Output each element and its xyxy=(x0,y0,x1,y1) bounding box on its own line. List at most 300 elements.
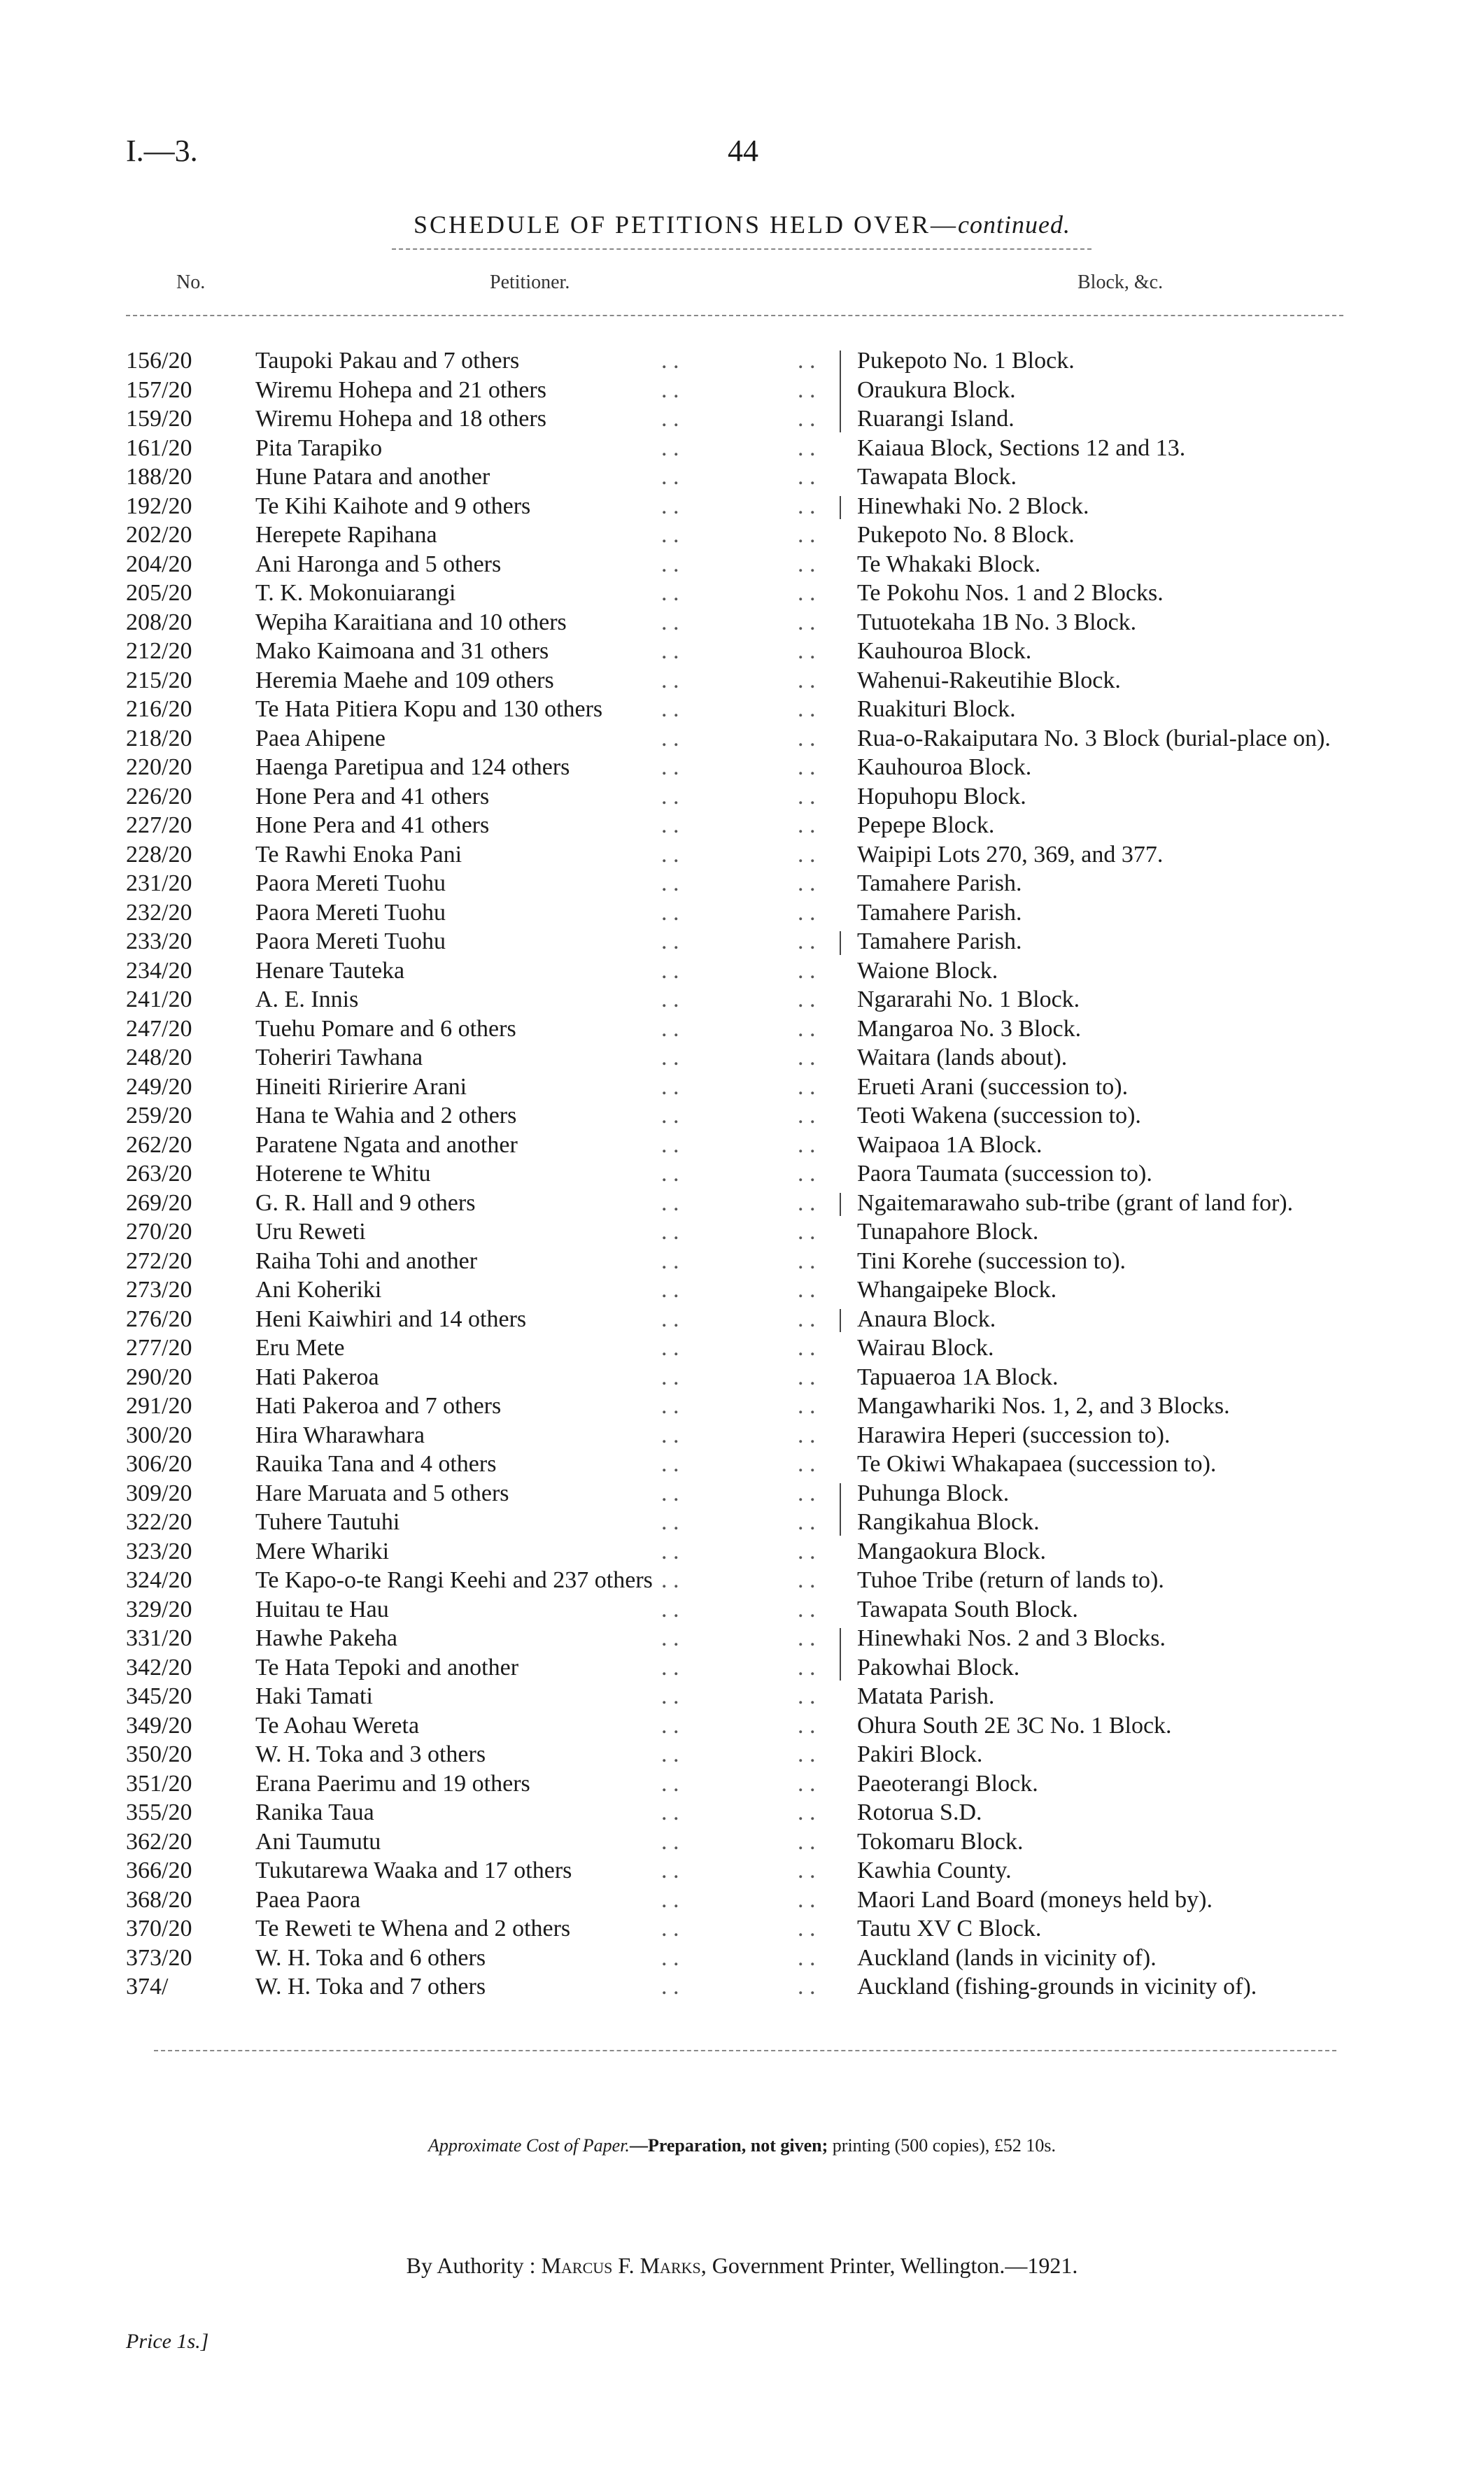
schedule-title-main: SCHEDULE OF PETITIONS HELD OVER— xyxy=(414,211,958,239)
leader-dots: . . xyxy=(798,1625,816,1651)
leader-dots: . . xyxy=(661,1393,679,1419)
petitioner-name: Hira Wharawhara xyxy=(255,1422,425,1448)
leader-dots: . . xyxy=(661,870,679,896)
block-description: Teoti Wakena (succession to). xyxy=(857,1103,1141,1129)
leader-dots: . . xyxy=(798,1073,816,1100)
leader-dots: . . xyxy=(661,667,679,693)
petitioner-name: Te Hata Tepoki and another xyxy=(255,1654,519,1681)
petition-number: 309/20 xyxy=(126,1480,192,1506)
leader-dots: . . xyxy=(661,464,679,490)
table-row xyxy=(0,1624,1484,1653)
petitioner-name: Hawhe Pakeha xyxy=(255,1625,397,1651)
petitions-table xyxy=(0,346,1484,2002)
petition-number: 157/20 xyxy=(126,376,192,403)
table-row xyxy=(0,1014,1484,1044)
petitioner-name: Haenga Paretipua and 124 others xyxy=(255,754,570,780)
leader-dots: . . xyxy=(661,1015,679,1042)
leader-dots: . . xyxy=(798,1916,816,1941)
table-row xyxy=(0,404,1484,434)
leader-dots: . . xyxy=(798,812,816,838)
leader-dots: . . xyxy=(661,1161,679,1187)
petition-number: 350/20 xyxy=(126,1741,192,1767)
block-description: Ngaitemarawaho sub-tribe (grant of land for). xyxy=(857,1189,1294,1216)
leader-dots: . . xyxy=(798,696,816,722)
leader-dots: . . xyxy=(798,870,816,896)
petitioner-name: Te Kapo-o-te Rangi Keehi and 237 others xyxy=(255,1567,653,1593)
petition-number: 156/20 xyxy=(126,348,192,374)
petition-number: 231/20 xyxy=(126,870,192,896)
petitioner-name: Te Aohau Wereta xyxy=(255,1712,420,1739)
block-description: Erueti Arani (succession to). xyxy=(857,1073,1129,1100)
leader-dots: . . xyxy=(661,609,679,635)
petitioner-name: Mere Whariki xyxy=(255,1538,390,1564)
schedule-title-continued: continued. xyxy=(958,211,1070,239)
petitioner-name: Paratene Ngata and another xyxy=(255,1131,518,1158)
title-rule xyxy=(392,248,1091,250)
table-row xyxy=(0,1247,1484,1276)
leader-dots: . . xyxy=(798,1451,816,1477)
authority-suffix: , Government Printer, Wellington.—1921. xyxy=(700,2253,1078,2278)
block-description: Matata Parish. xyxy=(857,1683,995,1709)
petition-number: 241/20 xyxy=(126,986,192,1012)
table-row xyxy=(0,782,1484,812)
petitioner-name: Tuehu Pomare and 6 others xyxy=(255,1015,516,1042)
leader-dots: . . xyxy=(661,1944,679,1971)
leader-dots: . . xyxy=(661,1567,679,1593)
leader-dots: . . xyxy=(661,1364,679,1390)
authority-prefix: By Authority : xyxy=(406,2253,542,2278)
petitioner-name: A. E. Innis xyxy=(255,986,359,1012)
petition-number: 232/20 xyxy=(126,899,192,926)
table-row xyxy=(0,1914,1484,1944)
column-rule xyxy=(840,931,841,955)
table-row xyxy=(0,666,1484,695)
block-description: Waione Block. xyxy=(857,957,998,984)
petition-number: 342/20 xyxy=(126,1654,192,1681)
leader-dots: . . xyxy=(661,1596,679,1622)
cost-detail: —Preparation, not given; xyxy=(629,2135,828,2156)
petitioner-name: Erana Paerimu and 19 others xyxy=(255,1770,530,1797)
block-description: Maori Land Board (moneys held by). xyxy=(857,1886,1213,1913)
petitioner-name: Ani Haronga and 5 others xyxy=(255,551,502,577)
table-row xyxy=(0,1101,1484,1131)
block-description: Oraukura Block. xyxy=(857,376,1016,403)
leader-dots: . . xyxy=(661,928,679,954)
table-row xyxy=(0,695,1484,724)
leader-dots: . . xyxy=(798,1335,816,1361)
petition-number: 345/20 xyxy=(126,1683,192,1709)
petition-number: 192/20 xyxy=(126,493,192,519)
petition-number: 374/ xyxy=(126,1974,169,2000)
petitioner-name: Hone Pera and 41 others xyxy=(255,783,490,809)
cost-label: Approximate Cost of Paper. xyxy=(428,2135,630,2156)
column-rule xyxy=(840,1628,841,1681)
leader-dots: . . xyxy=(798,522,816,548)
leader-dots: . . xyxy=(798,1480,816,1506)
leader-dots: . . xyxy=(798,580,816,606)
table-row xyxy=(0,840,1484,870)
leader-dots: . . xyxy=(798,1770,816,1797)
table-row xyxy=(0,1886,1484,1915)
table-row xyxy=(0,1508,1484,1537)
petition-number: 220/20 xyxy=(126,754,192,780)
petitioner-name: Eru Mete xyxy=(255,1335,345,1361)
printer-name: Marcus F. Marks xyxy=(541,2253,701,2278)
leader-dots: . . xyxy=(661,1277,679,1303)
petition-number: 331/20 xyxy=(126,1625,192,1651)
block-description: Kauhouroa Block. xyxy=(857,754,1032,780)
table-row xyxy=(0,985,1484,1014)
table-row xyxy=(0,1450,1484,1479)
petition-number: 263/20 xyxy=(126,1161,192,1187)
leader-dots: . . xyxy=(661,783,679,809)
block-description: Whangaipeke Block. xyxy=(857,1277,1057,1303)
table-row xyxy=(0,1740,1484,1769)
petitioner-name: Wiremu Hohepa and 21 others xyxy=(255,376,546,403)
petition-number: 205/20 xyxy=(126,580,192,606)
block-description: Wairau Block. xyxy=(857,1335,994,1361)
table-row xyxy=(0,1189,1484,1218)
petitioner-name: Tukutarewa Waaka and 17 others xyxy=(255,1858,572,1883)
petition-number: 290/20 xyxy=(126,1364,192,1390)
block-description: Waitara (lands about). xyxy=(857,1045,1068,1070)
column-rule xyxy=(840,496,841,520)
petition-number: 322/20 xyxy=(126,1509,192,1535)
table-row xyxy=(0,1595,1484,1625)
block-description: Anaura Block. xyxy=(857,1306,996,1332)
leader-dots: . . xyxy=(661,841,679,868)
leader-dots: . . xyxy=(661,1770,679,1797)
petitioner-name: Heremia Maehe and 109 others xyxy=(255,667,554,693)
petition-number: 188/20 xyxy=(126,464,192,490)
petitioner-name: Wepiha Karaitiana and 10 others xyxy=(255,609,567,635)
leader-dots: . . xyxy=(661,1654,679,1681)
leader-dots: . . xyxy=(798,1683,816,1709)
leader-dots: . . xyxy=(798,638,816,664)
block-description: Ngararahi No. 1 Block. xyxy=(857,986,1080,1012)
table-row xyxy=(0,869,1484,898)
block-description: Tawapata Block. xyxy=(857,464,1017,490)
block-description: Te Okiwi Whakapaea (succession to). xyxy=(857,1451,1217,1477)
petition-number: 233/20 xyxy=(126,928,192,954)
leader-dots: . . xyxy=(661,696,679,722)
petition-number: 212/20 xyxy=(126,638,192,664)
leader-dots: . . xyxy=(661,1858,679,1883)
table-row xyxy=(0,1711,1484,1741)
leader-dots: . . xyxy=(798,464,816,490)
block-description: Pakowhai Block. xyxy=(857,1654,1020,1681)
petition-number: 208/20 xyxy=(126,609,192,635)
column-rule xyxy=(840,1483,841,1536)
block-description: Rua-o-Rakaiputara No. 3 Block (burial-place on). xyxy=(857,725,1331,751)
block-description: Waipipi Lots 270, 369, and 377. xyxy=(857,841,1164,868)
table-row xyxy=(0,1682,1484,1711)
leader-dots: . . xyxy=(798,986,816,1012)
table-row xyxy=(0,1566,1484,1595)
leader-dots: . . xyxy=(798,1509,816,1535)
leader-dots: . . xyxy=(661,1335,679,1361)
petition-number: 218/20 xyxy=(126,725,192,751)
table-row xyxy=(0,1856,1484,1886)
leader-dots: . . xyxy=(661,1799,679,1825)
authority-line xyxy=(0,2253,1484,2279)
table-row xyxy=(0,1392,1484,1421)
petitioner-name: Paea Paora xyxy=(255,1886,361,1913)
block-description: Hinewhaki No. 2 Block. xyxy=(857,493,1089,519)
schedule-title xyxy=(0,210,1484,239)
petitioner-name: Taupoki Pakau and 7 others xyxy=(255,348,520,374)
block-description: Tapuaeroa 1A Block. xyxy=(857,1364,1059,1390)
leader-dots: . . xyxy=(661,1189,679,1216)
block-description: Auckland (fishing-grounds in vicinity of). xyxy=(857,1974,1257,2000)
block-description: Pakiri Block. xyxy=(857,1741,983,1767)
block-description: Tamahere Parish. xyxy=(857,870,1022,896)
block-description: Ruarangi Island. xyxy=(857,406,1015,432)
leader-dots: . . xyxy=(798,406,816,432)
petitioner-name: Heni Kaiwhiri and 14 others xyxy=(255,1306,527,1332)
table-row xyxy=(0,811,1484,840)
leader-dots: . . xyxy=(798,1422,816,1448)
leader-dots: . . xyxy=(798,1247,816,1274)
table-row xyxy=(0,724,1484,754)
column-header-petitioner: Petitioner. xyxy=(490,271,570,293)
block-description: Tini Korehe (succession to). xyxy=(857,1247,1126,1274)
leader-dots: . . xyxy=(798,1045,816,1070)
petition-number: 269/20 xyxy=(126,1189,192,1216)
table-row xyxy=(0,1421,1484,1450)
leader-dots: . . xyxy=(661,754,679,780)
petition-number: 159/20 xyxy=(126,406,192,432)
petition-number: 226/20 xyxy=(126,783,192,809)
petitioner-name: Rauika Tana and 4 others xyxy=(255,1451,497,1477)
table-row xyxy=(0,608,1484,637)
leader-dots: . . xyxy=(798,1393,816,1419)
block-description: Kauhouroa Block. xyxy=(857,638,1032,664)
table-row xyxy=(0,1944,1484,1973)
block-description: Puhunga Block. xyxy=(857,1480,1010,1506)
table-row xyxy=(0,1827,1484,1857)
leader-dots: . . xyxy=(798,1189,816,1216)
table-row xyxy=(0,1363,1484,1392)
leader-dots: . . xyxy=(661,493,679,519)
petitioner-name: Tuhere Tautuhi xyxy=(255,1509,400,1535)
petition-number: 362/20 xyxy=(126,1828,192,1855)
petitioner-name: Hare Maruata and 5 others xyxy=(255,1480,509,1506)
petitioner-name: Wiremu Hohepa and 18 others xyxy=(255,406,546,432)
petition-number: 249/20 xyxy=(126,1073,192,1100)
block-description: Waipaoa 1A Block. xyxy=(857,1131,1043,1158)
block-description: Tamahere Parish. xyxy=(857,899,1022,926)
petition-number: 270/20 xyxy=(126,1219,192,1245)
petition-number: 370/20 xyxy=(126,1916,192,1941)
leader-dots: . . xyxy=(798,783,816,809)
petitioner-name: Hone Pera and 41 others xyxy=(255,812,490,838)
petition-number: 300/20 xyxy=(126,1422,192,1448)
petition-number: 277/20 xyxy=(126,1335,192,1361)
leader-dots: . . xyxy=(798,1306,816,1332)
petition-number: 349/20 xyxy=(126,1712,192,1739)
leader-dots: . . xyxy=(798,1219,816,1245)
block-description: Tawapata South Block. xyxy=(857,1596,1078,1622)
table-row xyxy=(0,376,1484,405)
column-header-no: No. xyxy=(176,271,206,293)
bottom-rule xyxy=(154,2050,1336,2051)
petitioner-name: W. H. Toka and 3 others xyxy=(255,1741,486,1767)
leader-dots: . . xyxy=(798,493,816,519)
petitioner-name: Huitau te Hau xyxy=(255,1596,389,1622)
leader-dots: . . xyxy=(661,725,679,751)
leader-dots: . . xyxy=(798,609,816,635)
leader-dots: . . xyxy=(798,667,816,693)
petitioner-name: Hati Pakeroa xyxy=(255,1364,379,1390)
column-rule xyxy=(840,1193,841,1217)
leader-dots: . . xyxy=(661,1509,679,1535)
leader-dots: . . xyxy=(798,1944,816,1971)
petitioner-name: Te Reweti te Whena and 2 others xyxy=(255,1916,571,1941)
leader-dots: . . xyxy=(798,725,816,751)
petitioner-name: Herepete Rapihana xyxy=(255,522,437,548)
table-row xyxy=(0,1217,1484,1247)
block-description: Wahenui-Rakeutihie Block. xyxy=(857,667,1121,693)
column-rule xyxy=(840,1309,841,1333)
leader-dots: . . xyxy=(798,928,816,954)
leader-dots: . . xyxy=(661,1045,679,1070)
table-row xyxy=(0,434,1484,463)
petition-number: 373/20 xyxy=(126,1944,192,1971)
block-description: Tuhoe Tribe (return of lands to). xyxy=(857,1567,1164,1593)
petitioner-name: Paora Mereti Tuohu xyxy=(255,870,446,896)
column-header-block: Block, &c. xyxy=(1077,271,1164,293)
price: Price 1s.] xyxy=(126,2330,209,2353)
table-row xyxy=(0,1275,1484,1305)
petition-number: 204/20 xyxy=(126,551,192,577)
leader-dots: . . xyxy=(661,812,679,838)
block-description: Mangawhariki Nos. 1, 2, and 3 Blocks. xyxy=(857,1393,1230,1419)
table-row xyxy=(0,1769,1484,1799)
table-row xyxy=(0,637,1484,666)
leader-dots: . . xyxy=(661,986,679,1012)
leader-dots: . . xyxy=(661,1480,679,1506)
leader-dots: . . xyxy=(661,1073,679,1100)
block-description: Pukepoto No. 8 Block. xyxy=(857,522,1075,548)
petitioner-name: Hana te Wahia and 2 others xyxy=(255,1103,517,1129)
block-description: Tutuotekaha 1B No. 3 Block. xyxy=(857,609,1137,635)
leader-dots: . . xyxy=(661,899,679,926)
leader-dots: . . xyxy=(798,1828,816,1855)
block-description: Rotorua S.D. xyxy=(857,1799,982,1825)
leader-dots: . . xyxy=(661,1625,679,1651)
block-description: Auckland (lands in vicinity of). xyxy=(857,1944,1157,1971)
petitioner-name: W. H. Toka and 7 others xyxy=(255,1974,486,2000)
block-description: Hopuhopu Block. xyxy=(857,783,1026,809)
table-row xyxy=(0,346,1484,376)
table-row xyxy=(0,1073,1484,1102)
leader-dots: . . xyxy=(798,1567,816,1593)
petitioner-name: Toheriri Tawhana xyxy=(255,1045,423,1070)
block-description: Mangaroa No. 3 Block. xyxy=(857,1015,1082,1042)
header-rule xyxy=(126,315,1343,316)
block-description: Harawira Heperi (succession to). xyxy=(857,1422,1171,1448)
table-row xyxy=(0,1043,1484,1073)
petition-number: 323/20 xyxy=(126,1538,192,1564)
table-row xyxy=(0,1305,1484,1334)
table-row xyxy=(0,579,1484,608)
petition-number: 227/20 xyxy=(126,812,192,838)
page-number: 44 xyxy=(728,134,758,168)
table-row xyxy=(0,550,1484,579)
leader-dots: . . xyxy=(661,1451,679,1477)
table-row xyxy=(0,521,1484,550)
petitioner-name: Henare Tauteka xyxy=(255,957,405,984)
petitioner-name: Raiha Tohi and another xyxy=(255,1247,478,1274)
leader-dots: . . xyxy=(798,1364,816,1390)
leader-dots: . . xyxy=(798,434,816,461)
leader-dots: . . xyxy=(661,348,679,374)
table-row xyxy=(0,956,1484,986)
petitioner-name: Ani Koheriki xyxy=(255,1277,382,1303)
petition-number: 248/20 xyxy=(126,1045,192,1070)
leader-dots: . . xyxy=(798,551,816,577)
petition-number: 202/20 xyxy=(126,522,192,548)
petition-number: 306/20 xyxy=(126,1451,192,1477)
leader-dots: . . xyxy=(798,1974,816,2000)
petition-number: 366/20 xyxy=(126,1858,192,1883)
leader-dots: . . xyxy=(661,1712,679,1739)
block-description: Paora Taumata (succession to). xyxy=(857,1161,1152,1187)
block-description: Ruakituri Block. xyxy=(857,696,1016,722)
block-description: Ohura South 2E 3C No. 1 Block. xyxy=(857,1712,1172,1739)
table-row xyxy=(0,462,1484,492)
leader-dots: . . xyxy=(798,348,816,374)
leader-dots: . . xyxy=(798,1799,816,1825)
leader-dots: . . xyxy=(661,638,679,664)
block-description: Kaiaua Block, Sections 12 and 13. xyxy=(857,434,1186,461)
leader-dots: . . xyxy=(661,1538,679,1564)
table-row xyxy=(0,1131,1484,1160)
table-row xyxy=(0,1537,1484,1566)
leader-dots: . . xyxy=(798,899,816,926)
petition-number: 216/20 xyxy=(126,696,192,722)
leader-dots: . . xyxy=(661,1247,679,1274)
leader-dots: . . xyxy=(798,1538,816,1564)
leader-dots: . . xyxy=(798,1277,816,1303)
petition-number: 161/20 xyxy=(126,434,192,461)
petition-number: 355/20 xyxy=(126,1799,192,1825)
leader-dots: . . xyxy=(661,1103,679,1129)
leader-dots: . . xyxy=(661,1219,679,1245)
leader-dots: . . xyxy=(661,1886,679,1913)
table-row xyxy=(0,1653,1484,1683)
block-description: Tamahere Parish. xyxy=(857,928,1022,954)
block-description: Tokomaru Block. xyxy=(857,1828,1024,1855)
block-description: Hinewhaki Nos. 2 and 3 Blocks. xyxy=(857,1625,1166,1651)
petitioner-name: Hineiti Ririerire Arani xyxy=(255,1073,467,1100)
leader-dots: . . xyxy=(661,434,679,461)
leader-dots: . . xyxy=(798,754,816,780)
petitioner-name: Paora Mereti Tuohu xyxy=(255,928,446,954)
leader-dots: . . xyxy=(661,1422,679,1448)
petitioner-name: Pita Tarapiko xyxy=(255,434,383,461)
leader-dots: . . xyxy=(661,957,679,984)
leader-dots: . . xyxy=(798,1858,816,1883)
leader-dots: . . xyxy=(798,1131,816,1158)
table-row xyxy=(0,927,1484,956)
petition-number: 324/20 xyxy=(126,1567,192,1593)
page-reference: I.—3. xyxy=(126,134,198,168)
leader-dots: . . xyxy=(661,522,679,548)
leader-dots: . . xyxy=(798,1712,816,1739)
table-row xyxy=(0,1479,1484,1508)
